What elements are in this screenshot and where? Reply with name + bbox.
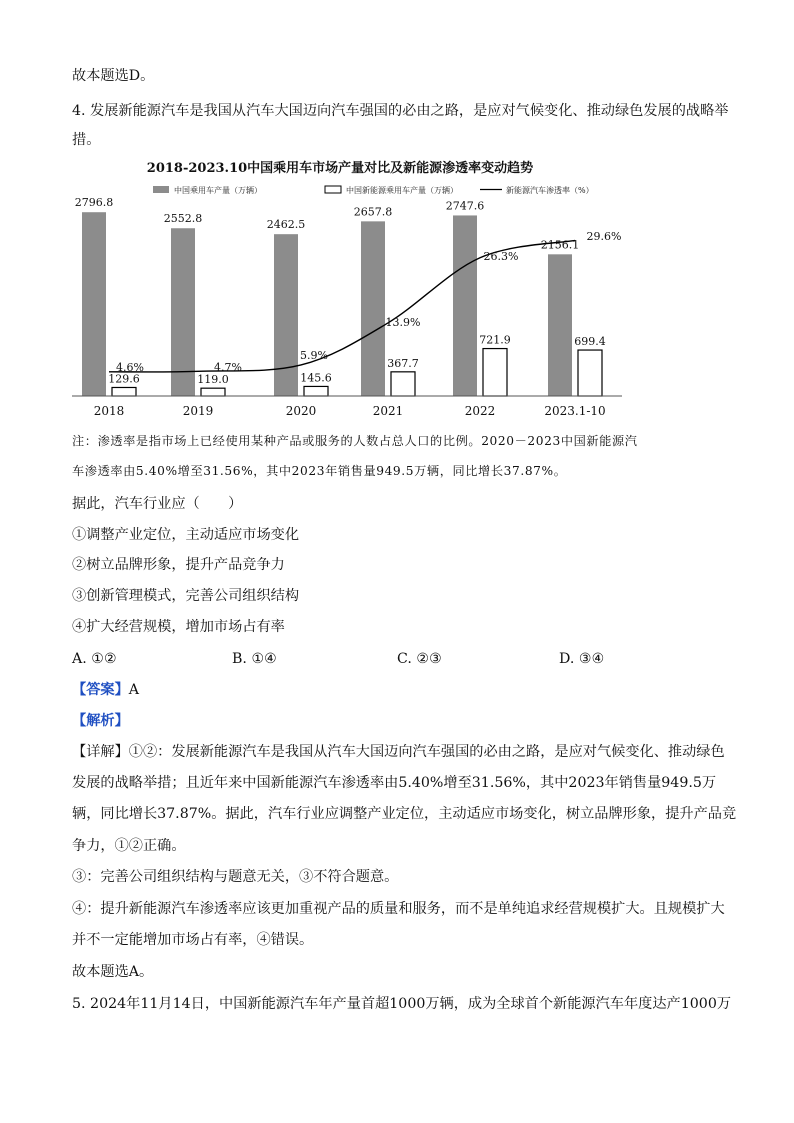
nev-bar	[304, 386, 328, 396]
nev-value-label: 145.6	[300, 371, 332, 385]
chart-note-line1: 注：渗透率是指市场上已经使用某种产品或服务的人数占总人口的比例。2020－2023中国新能源汽	[72, 434, 638, 448]
rate-value-label: 29.6%	[586, 230, 622, 243]
production-value-label: 2796.8	[74, 196, 114, 210]
statement-item-2: ②树立品牌形象，提升产品竞争力	[72, 557, 285, 573]
legend-label-nev: 中国新能源乘用车产量（万辆）	[346, 186, 458, 195]
x-tick-label: 2020	[285, 404, 317, 418]
x-tick-label: 2018	[93, 404, 125, 418]
nev-bar	[201, 388, 225, 396]
statement-item-3: ③创新管理模式，完善公司组织结构	[72, 588, 300, 604]
legend-label-production: 中国乘用车产量（万辆）	[174, 186, 262, 195]
production-bar	[361, 221, 385, 396]
production-value-label: 2156.1	[540, 238, 580, 252]
legend-swatch-production	[153, 186, 169, 193]
chart-note-line2: 车渗透率由5.40%增至31.56%，其中2023年销售量949.5万辆，同比增长37.87%。	[72, 464, 567, 478]
x-tick-label: 2019	[182, 404, 214, 418]
question-5-stem-line1: 5. 2024年11月14日，中国新能源汽车年产量首超1000万辆，成为全球首个新能源汽车年度达产1000万	[72, 996, 732, 1012]
question-prompt: 据此，汽车行业应（ ）	[72, 496, 243, 512]
nev-bar	[112, 387, 136, 396]
detail-text-1: ①②：发展新能源汽车是我国从汽车大国迈向汽车强国的必由之路，是应对气候变化、推动绿色	[128, 744, 725, 760]
question-4-stem-line1: 4. 发展新能源汽车是我国从汽车大国迈向汽车强国的必由之路，是应对气候变化、推动绿色发展的战略举	[72, 103, 729, 119]
chart-title: 2018-2023.10中国乘用车市场产量对比及新能源渗透率变动趋势	[146, 161, 534, 176]
detail-line1	[72, 742, 724, 762]
answer-tag: 【答案】	[72, 682, 129, 698]
detail-line7: 并不一定能增加市场占有率，④错误。	[72, 932, 314, 948]
detail-line2: 发展的战略举措；且近年来中国新能源汽车渗透率由5.40%增至31.56%，其中2023年销售量949.5万	[72, 775, 717, 791]
detail-tag: 【详解】	[72, 744, 129, 760]
nev-value-label: 119.0	[197, 373, 229, 387]
nev-bar	[391, 372, 415, 396]
detail-line5: ③：完善公司组织结构与题意无关，③不符合题意。	[72, 869, 399, 885]
production-penetration-chart	[60, 152, 740, 424]
nev-value-label: 129.6	[108, 372, 140, 386]
rate-value-label: 5.9%	[300, 349, 328, 362]
option-b[interactable]: B. ①④	[232, 651, 277, 667]
rate-value-label: 4.7%	[214, 361, 242, 374]
rate-value-label: 26.3%	[483, 250, 519, 263]
production-bar	[548, 254, 572, 396]
legend-label-rate: 新能源汽车渗透率（%）	[506, 186, 594, 195]
nev-bar	[483, 349, 507, 396]
question-4-stem-line2: 措。	[72, 132, 101, 148]
previous-answer-conclusion: 故本题选D。	[72, 68, 155, 84]
production-value-label: 2747.6	[445, 199, 485, 213]
x-tick-label: 2023.1-10	[544, 404, 606, 418]
answer-line	[72, 680, 724, 700]
option-a[interactable]: A. ①②	[72, 651, 117, 667]
final-conclusion: 故本题选A。	[72, 964, 154, 980]
answer-value: A	[128, 682, 140, 698]
production-value-label: 2552.8	[163, 212, 203, 226]
detail-line4: 争力，①②正确。	[72, 838, 186, 854]
legend-swatch-nev	[325, 186, 341, 193]
statement-item-4: ④扩大经营规模，增加市场占有率	[72, 619, 285, 635]
nev-value-label: 721.9	[479, 333, 511, 347]
production-bar	[274, 234, 298, 396]
nev-bar	[578, 350, 602, 396]
x-tick-label: 2021	[372, 404, 404, 418]
option-c[interactable]: C. ②③	[397, 651, 442, 667]
analysis-heading	[72, 711, 724, 731]
analysis-tag: 【解析】	[72, 713, 129, 729]
nev-value-label: 699.4	[574, 335, 606, 349]
x-tick-label: 2022	[464, 404, 496, 418]
detail-line6: ④：提升新能源汽车渗透率应该更加重视产品的质量和服务，而不是单纯追求经营规模扩大。且规模扩大	[72, 901, 725, 917]
production-bar	[82, 212, 106, 396]
option-d[interactable]: D. ③④	[559, 651, 605, 667]
detail-line3: 辆，同比增长37.87%。据此，汽车行业应调整产业定位，主动适应市场变化，树立品牌形象，提升产品竞	[72, 806, 737, 822]
rate-value-label: 4.6%	[116, 361, 144, 374]
statement-item-1: ①调整产业定位，主动适应市场变化	[72, 527, 300, 543]
production-bar	[453, 215, 477, 396]
production-value-label: 2462.5	[266, 218, 306, 232]
rate-value-label: 13.9%	[385, 316, 421, 329]
nev-value-label: 367.7	[387, 356, 419, 370]
production-value-label: 2657.8	[353, 205, 393, 219]
